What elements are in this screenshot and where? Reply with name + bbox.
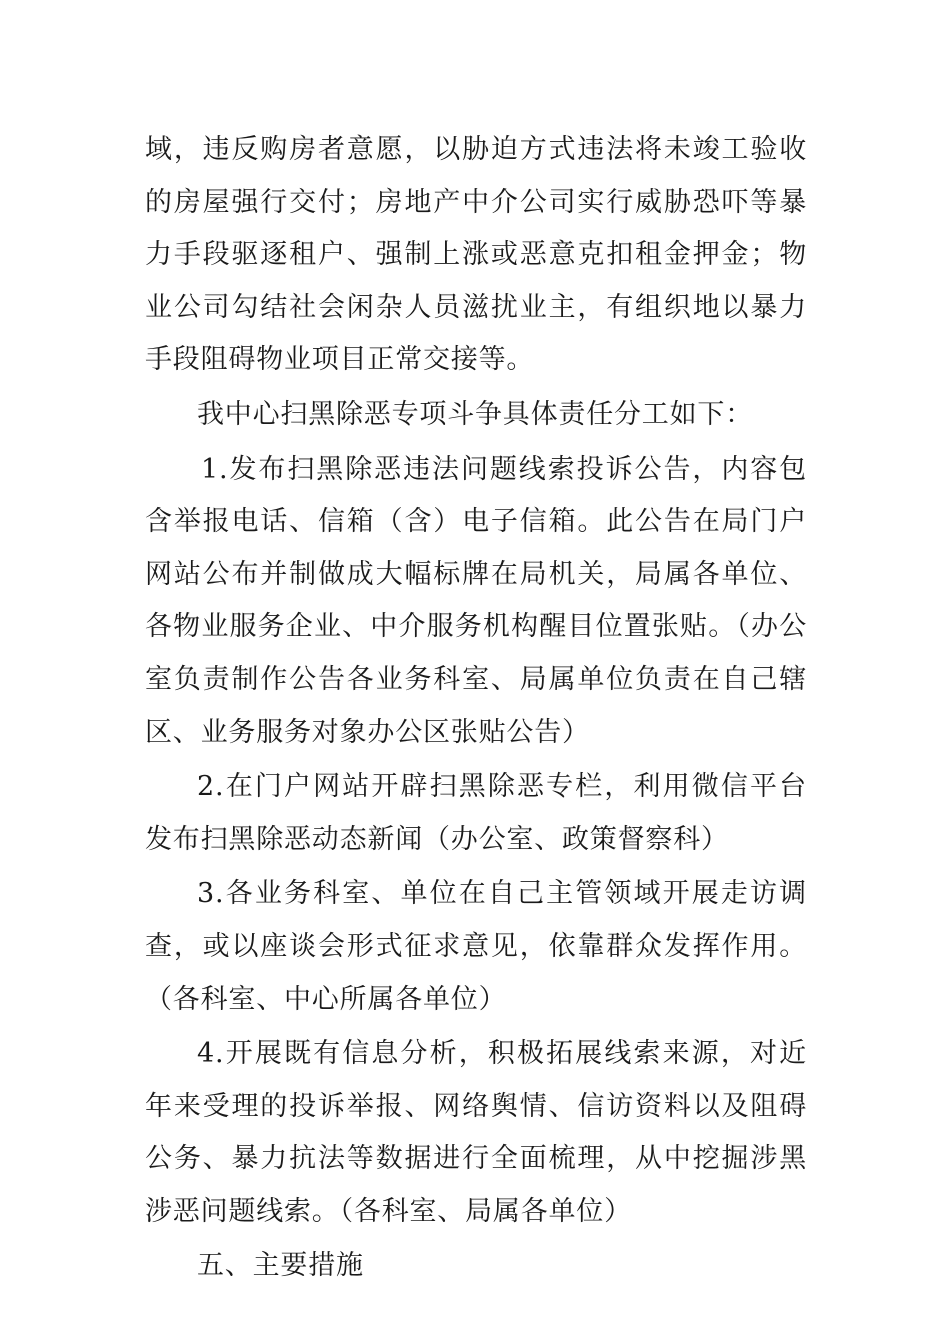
section-heading-main-measures: 五、主要措施 [197,1250,364,1282]
paragraph-item-1: 1.发布扫黑除恶违法问题线索投诉公告，内容包含举报电话、信箱（含）电子信箱。此公告在局门户网站公布并制做成大幅标牌在局机关，局属各单位、各物业服务企业、中介服务机构醒目位置张贴。（办公室负责制作公告各业务科室、局属单位负责在自己辖区、业务服务对象办公区张贴公告） [145,453,807,748]
paragraph-responsibility-intro: 我中心扫黑除恶专项斗争具体责任分工如下： [197,398,753,430]
paragraph-item-4: 4.开展既有信息分析，积极拓展线索来源，对近年来受理的投诉举报、网络舆情、信访资料以及阻碍公务、暴力抗法等数据进行全面梳理，从中挖掘涉黑涉恶问题线索。（各科室、局属各单位） [145,1038,807,1227]
paragraph-continuation: 域，违反购房者意愿，以胁迫方式违法将未竣工验收的房屋强行交付；房地产中介公司实行威胁恐吓等暴力手段驱逐租户、强制上涨或恶意克扣租金押金；物业公司勾结社会闲杂人员滋扰业主，有组织地以暴力手段阻碍物业项目正常交接等。 [145,134,807,376]
paragraph-item-2: 2.在门户网站开辟扫黑除恶专栏，利用微信平台发布扫黑除恶动态新闻（办公室、政策督察科） [145,771,807,855]
document-body [145,124,807,1295]
paragraph-item-3: 3.各业务科室、单位在自己主管领域开展走访调查，或以座谈会形式征求意见，依靠群众发挥作用。（各科室、中心所属各单位） [145,878,807,1015]
